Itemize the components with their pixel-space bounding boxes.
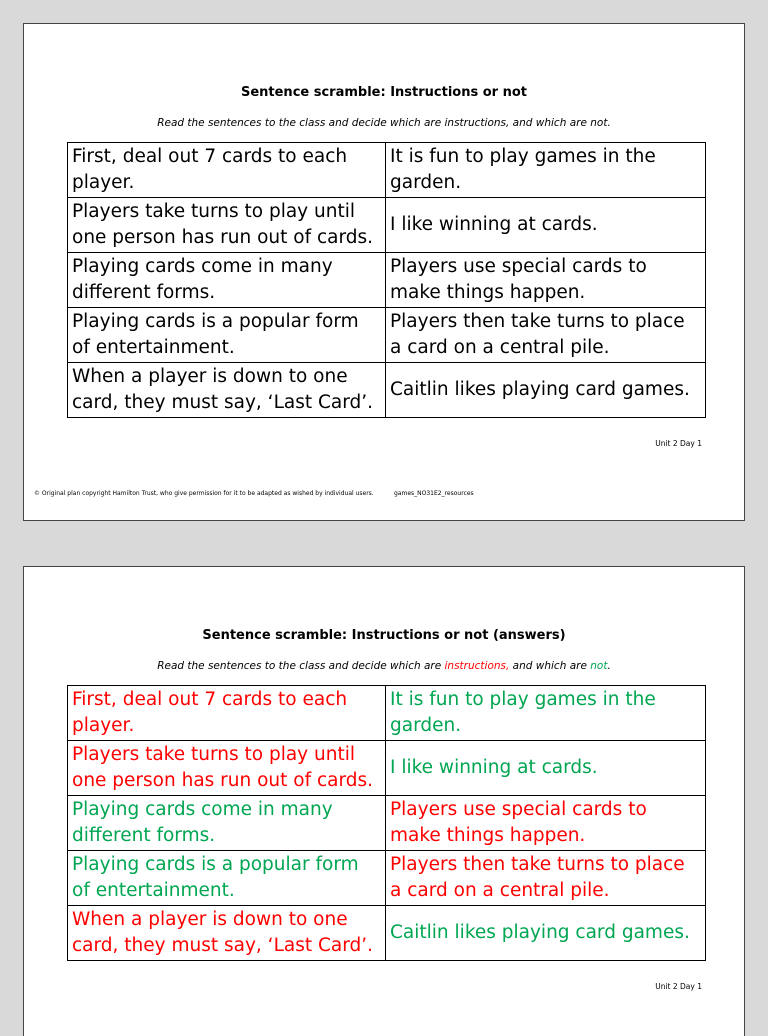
not-instruction-cell: Caitlin likes playing card games. [386,906,706,961]
table-row [68,363,706,418]
instruction-cell: When a player is down to one card, they must say, ‘Last Card’. [68,906,386,961]
sentence-cell: When a player is down to one card, they must say, ‘Last Card’. [68,363,386,418]
sentence-cell: First, deal out 7 cards to each player. [68,143,386,198]
instructions-text: and which are [509,660,591,672]
page-title: Sentence scramble: Instructions or not (answers) [202,628,566,643]
table-row [68,686,706,741]
table-row [68,851,706,906]
resource-id: games_NO31E2_resources [394,490,474,497]
sentence-cell: Players take turns to play until one person has run out of cards. [68,198,386,253]
sentence-cell: It is fun to play games in the garden. [386,143,706,198]
answers-table [67,685,706,961]
sentence-cell: Players use special cards to make things happen. [386,253,706,308]
unit-label: Unit 2 Day 1 [655,439,702,448]
instructions-text: . [607,660,611,672]
table-row [68,796,706,851]
sentence-cell: Playing cards is a popular form of entertainment. [68,308,386,363]
not-keyword: not [590,660,608,672]
not-instruction-cell: I like winning at cards. [386,741,706,796]
not-instruction-cell: Playing cards come in many different forms. [68,796,386,851]
page-instructions [24,660,744,672]
worksheet-page [23,23,745,521]
sentence-cell: Caitlin likes playing card games. [386,363,706,418]
sentence-cell: I like winning at cards. [386,198,706,253]
not-instruction-cell: Playing cards is a popular form of entertainment. [68,851,386,906]
table-row [68,906,706,961]
copyright-note: © Original plan copyright Hamilton Trust, who give permission for it to be adapted as wished by individual users. [34,490,374,497]
instruction-cell: Players take turns to play until one person has run out of cards. [68,741,386,796]
instructions-text: Read the sentences to the class and decide which are [157,660,445,672]
answers-page [23,566,745,1036]
table-row [68,308,706,363]
table-row [68,253,706,308]
not-instruction-cell: It is fun to play games in the garden. [386,686,706,741]
table-row [68,741,706,796]
table-row [68,198,706,253]
instruction-cell: Players use special cards to make things happen. [386,796,706,851]
instructions-keyword: instructions, [444,660,510,672]
sentence-table [67,142,706,418]
page-title: Sentence scramble: Instructions or not [240,85,528,100]
instruction-cell: Players then take turns to place a card on a central pile. [386,851,706,906]
table-row [68,143,706,198]
instruction-cell: First, deal out 7 cards to each player. [68,686,386,741]
page-instructions: Read the sentences to the class and decide which are instructions, and which are not. [157,117,611,129]
unit-label: Unit 2 Day 1 [655,982,702,991]
sentence-cell: Playing cards come in many different forms. [68,253,386,308]
sentence-cell: Players then take turns to place a card on a central pile. [386,308,706,363]
